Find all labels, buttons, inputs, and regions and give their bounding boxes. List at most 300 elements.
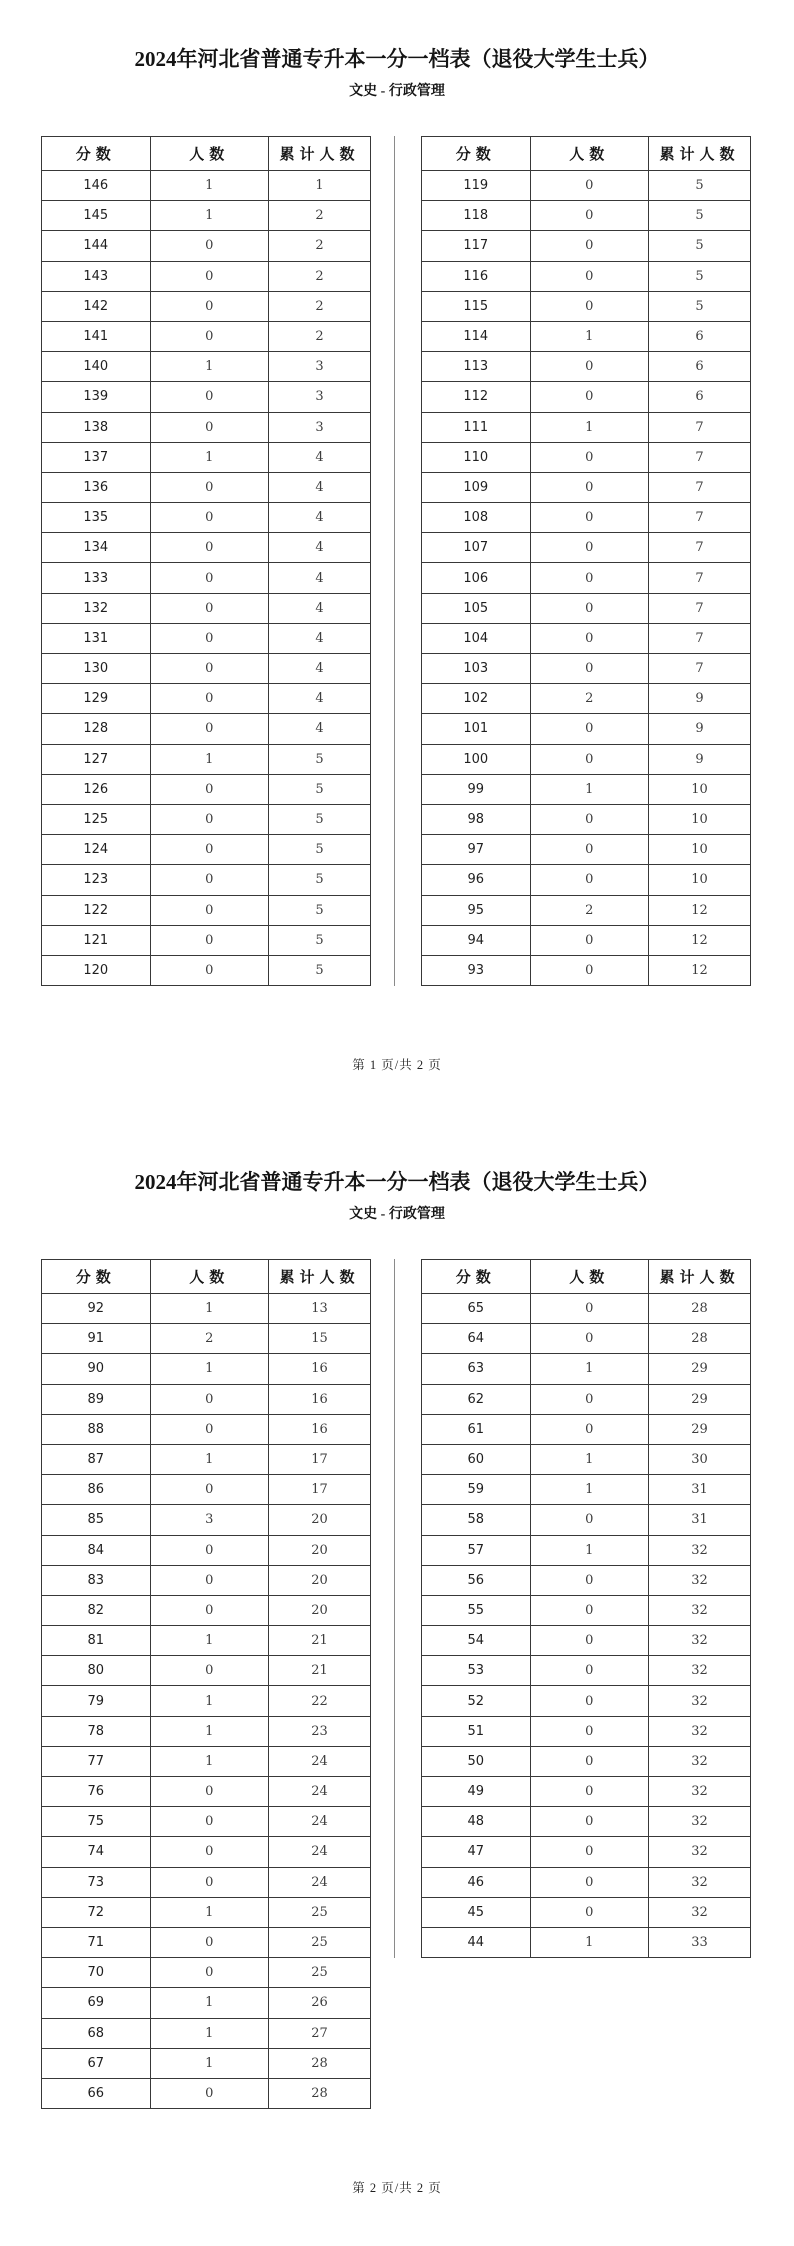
table-row xyxy=(42,2048,371,2078)
cumulative-cell: 3 xyxy=(269,382,371,412)
cumulative-cell: 17 xyxy=(269,1444,371,1474)
score-cell: 139 xyxy=(42,382,151,412)
score-cell: 146 xyxy=(42,171,151,201)
table-row xyxy=(42,654,371,684)
cumulative-cell: 7 xyxy=(649,654,751,684)
count-cell: 0 xyxy=(530,382,648,412)
table-row xyxy=(422,352,751,382)
cumulative-cell: 9 xyxy=(649,744,751,774)
score-cell: 114 xyxy=(422,321,531,351)
count-cell: 1 xyxy=(150,1444,268,1474)
cumulative-cell: 20 xyxy=(269,1535,371,1565)
score-cell: 80 xyxy=(42,1656,151,1686)
count-cell: 0 xyxy=(530,865,648,895)
count-cell: 0 xyxy=(530,1897,648,1927)
score-cell: 111 xyxy=(422,412,531,442)
table-row xyxy=(42,231,371,261)
count-cell: 0 xyxy=(150,412,268,442)
cumulative-cell: 24 xyxy=(269,1837,371,1867)
cumulative-cell: 16 xyxy=(269,1414,371,1444)
table-row xyxy=(422,472,751,502)
count-cell: 0 xyxy=(150,382,268,412)
table-row xyxy=(42,1777,371,1807)
table-row xyxy=(422,1837,751,1867)
score-cell: 125 xyxy=(42,804,151,834)
table-row xyxy=(42,593,371,623)
count-cell: 0 xyxy=(530,1505,648,1535)
score-cell: 103 xyxy=(422,654,531,684)
count-cell: 2 xyxy=(530,895,648,925)
cumulative-cell: 32 xyxy=(649,1807,751,1837)
score-cell: 62 xyxy=(422,1384,531,1414)
table-row xyxy=(422,865,751,895)
count-cell: 0 xyxy=(150,1535,268,1565)
count-cell: 1 xyxy=(150,2018,268,2048)
cumulative-cell: 29 xyxy=(649,1414,751,1444)
table-row xyxy=(422,774,751,804)
score-cell: 45 xyxy=(422,1897,531,1927)
table-row xyxy=(422,171,751,201)
score-cell: 57 xyxy=(422,1535,531,1565)
table-row xyxy=(422,1444,751,1474)
table-row xyxy=(42,503,371,533)
cumulative-column-header: 累计人数 xyxy=(649,137,751,171)
score-cell: 53 xyxy=(422,1656,531,1686)
table-row xyxy=(42,835,371,865)
table-row xyxy=(42,925,371,955)
cumulative-cell: 27 xyxy=(269,2018,371,2048)
count-cell: 0 xyxy=(530,925,648,955)
score-cell: 94 xyxy=(422,925,531,955)
score-cell: 59 xyxy=(422,1475,531,1505)
table-row xyxy=(42,1867,371,1897)
page-title: 2024年河北省普通专升本一分一档表（退役大学生士兵） xyxy=(134,1170,660,1194)
count-column-header: 人数 xyxy=(150,137,268,171)
count-cell: 0 xyxy=(530,804,648,834)
table-row xyxy=(422,1414,751,1444)
table-row xyxy=(422,1777,751,1807)
score-cell: 73 xyxy=(42,1867,151,1897)
table-row xyxy=(422,1897,751,1927)
score-cell: 106 xyxy=(422,563,531,593)
cumulative-cell: 4 xyxy=(269,593,371,623)
cumulative-cell: 4 xyxy=(269,503,371,533)
score-cell: 66 xyxy=(42,2078,151,2108)
page-title: 2024年河北省普通专升本一分一档表（退役大学生士兵） xyxy=(134,47,660,71)
score-cell: 52 xyxy=(422,1686,531,1716)
cumulative-cell: 5 xyxy=(649,291,751,321)
score-cell: 56 xyxy=(422,1565,531,1595)
score-cell: 50 xyxy=(422,1746,531,1776)
cumulative-cell: 16 xyxy=(269,1384,371,1414)
score-cell: 71 xyxy=(42,1927,151,1957)
count-cell: 0 xyxy=(530,1565,648,1595)
count-cell: 0 xyxy=(530,1294,648,1324)
score-cell: 105 xyxy=(422,593,531,623)
score-cell: 87 xyxy=(42,1444,151,1474)
score-cell: 54 xyxy=(422,1626,531,1656)
cumulative-cell: 6 xyxy=(649,321,751,351)
cumulative-cell: 28 xyxy=(269,2048,371,2078)
cumulative-cell: 28 xyxy=(269,2078,371,2108)
table-row xyxy=(42,1324,371,1354)
table-row xyxy=(422,804,751,834)
cumulative-cell: 25 xyxy=(269,1958,371,1988)
cumulative-cell: 32 xyxy=(649,1897,751,1927)
page-number: 第 1 页/共 2 页 xyxy=(352,1058,442,1072)
cumulative-cell: 5 xyxy=(649,201,751,231)
score-cell: 78 xyxy=(42,1716,151,1746)
cumulative-cell: 7 xyxy=(649,472,751,502)
cumulative-cell: 22 xyxy=(269,1686,371,1716)
count-cell: 0 xyxy=(530,442,648,472)
table-row xyxy=(42,442,371,472)
score-cell: 90 xyxy=(42,1354,151,1384)
score-cell: 104 xyxy=(422,623,531,653)
cumulative-cell: 2 xyxy=(269,201,371,231)
score-cell: 84 xyxy=(42,1535,151,1565)
cumulative-cell: 32 xyxy=(649,1686,751,1716)
table-row xyxy=(422,1354,751,1384)
header-row xyxy=(422,1260,751,1294)
count-cell: 0 xyxy=(530,1686,648,1716)
table-row xyxy=(42,1475,371,1505)
cumulative-cell: 3 xyxy=(269,412,371,442)
table-row xyxy=(42,1958,371,1988)
count-cell: 1 xyxy=(530,1535,648,1565)
score-cell: 95 xyxy=(422,895,531,925)
table-row xyxy=(42,321,371,351)
score-cell: 64 xyxy=(422,1324,531,1354)
table-row xyxy=(422,623,751,653)
score-cell: 102 xyxy=(422,684,531,714)
count-cell: 1 xyxy=(530,774,648,804)
count-cell: 1 xyxy=(150,1626,268,1656)
score-cell: 141 xyxy=(42,321,151,351)
table-row xyxy=(42,804,371,834)
score-column-header: 分数 xyxy=(42,137,151,171)
table-row xyxy=(422,593,751,623)
count-cell: 0 xyxy=(150,684,268,714)
cumulative-cell: 20 xyxy=(269,1595,371,1625)
table-row xyxy=(42,744,371,774)
score-cell: 142 xyxy=(42,291,151,321)
count-cell: 0 xyxy=(530,1837,648,1867)
page-subtitle: 文史 - 行政管理 xyxy=(349,1207,445,1222)
cumulative-cell: 4 xyxy=(269,533,371,563)
cumulative-cell: 28 xyxy=(649,1294,751,1324)
score-cell: 92 xyxy=(42,1294,151,1324)
cumulative-cell: 12 xyxy=(649,955,751,985)
table-row xyxy=(42,533,371,563)
score-cell: 48 xyxy=(422,1807,531,1837)
count-cell: 0 xyxy=(150,865,268,895)
table-row xyxy=(422,1626,751,1656)
table-row xyxy=(422,382,751,412)
score-cell: 112 xyxy=(422,382,531,412)
table-row xyxy=(422,533,751,563)
count-cell: 0 xyxy=(530,352,648,382)
cumulative-cell: 2 xyxy=(269,321,371,351)
count-cell: 0 xyxy=(530,291,648,321)
score-cell: 46 xyxy=(422,1867,531,1897)
score-cell: 74 xyxy=(42,1837,151,1867)
table-row xyxy=(42,1294,371,1324)
count-cell: 0 xyxy=(150,1414,268,1444)
cumulative-cell: 7 xyxy=(649,442,751,472)
cumulative-cell: 30 xyxy=(649,1444,751,1474)
table-row xyxy=(422,1535,751,1565)
cumulative-cell: 31 xyxy=(649,1475,751,1505)
count-cell: 1 xyxy=(530,1475,648,1505)
count-cell: 1 xyxy=(150,201,268,231)
count-cell: 0 xyxy=(150,1475,268,1505)
cumulative-cell: 32 xyxy=(649,1565,751,1595)
tables-row xyxy=(0,136,794,986)
score-cell: 144 xyxy=(42,231,151,261)
table-row xyxy=(42,201,371,231)
cumulative-cell: 5 xyxy=(269,955,371,985)
cumulative-cell: 4 xyxy=(269,654,371,684)
table-row xyxy=(422,563,751,593)
count-cell: 0 xyxy=(530,261,648,291)
count-cell: 0 xyxy=(530,563,648,593)
table-row xyxy=(42,1384,371,1414)
score-cell: 88 xyxy=(42,1414,151,1444)
score-cell: 68 xyxy=(42,2018,151,2048)
score-cell: 122 xyxy=(42,895,151,925)
count-cell: 0 xyxy=(150,925,268,955)
score-cell: 109 xyxy=(422,472,531,502)
score-cell: 76 xyxy=(42,1777,151,1807)
score-cell: 77 xyxy=(42,1746,151,1776)
count-cell: 0 xyxy=(530,1777,648,1807)
count-cell: 1 xyxy=(150,1354,268,1384)
cumulative-cell: 32 xyxy=(649,1746,751,1776)
score-cell: 63 xyxy=(422,1354,531,1384)
count-cell: 0 xyxy=(150,804,268,834)
count-cell: 0 xyxy=(530,714,648,744)
table-row xyxy=(42,563,371,593)
count-cell: 1 xyxy=(530,1354,648,1384)
count-cell: 0 xyxy=(530,955,648,985)
count-cell: 1 xyxy=(150,1686,268,1716)
table-row xyxy=(422,1384,751,1414)
cumulative-cell: 24 xyxy=(269,1807,371,1837)
table-row xyxy=(422,1505,751,1535)
cumulative-cell: 24 xyxy=(269,1746,371,1776)
score-cell: 133 xyxy=(42,563,151,593)
count-cell: 0 xyxy=(150,1837,268,1867)
table-row xyxy=(42,955,371,985)
cumulative-cell: 5 xyxy=(649,231,751,261)
count-cell: 1 xyxy=(530,321,648,351)
count-cell: 1 xyxy=(150,1716,268,1746)
count-cell: 0 xyxy=(530,1807,648,1837)
count-cell: 1 xyxy=(150,1746,268,1776)
cumulative-cell: 24 xyxy=(269,1777,371,1807)
score-cell: 137 xyxy=(42,442,151,472)
table-row xyxy=(42,1656,371,1686)
count-cell: 0 xyxy=(530,472,648,502)
cumulative-cell: 4 xyxy=(269,714,371,744)
score-table-right xyxy=(421,1259,751,1958)
table-row xyxy=(422,1746,751,1776)
count-cell: 1 xyxy=(150,2048,268,2078)
cumulative-cell: 7 xyxy=(649,503,751,533)
cumulative-cell: 20 xyxy=(269,1505,371,1535)
cumulative-cell: 1 xyxy=(269,171,371,201)
table-row xyxy=(422,503,751,533)
cumulative-cell: 26 xyxy=(269,1988,371,2018)
count-cell: 0 xyxy=(150,503,268,533)
cumulative-cell: 7 xyxy=(649,533,751,563)
count-cell: 0 xyxy=(530,654,648,684)
count-cell: 0 xyxy=(530,1595,648,1625)
score-cell: 145 xyxy=(42,201,151,231)
count-cell: 2 xyxy=(530,684,648,714)
table-row xyxy=(42,1535,371,1565)
count-cell: 0 xyxy=(530,201,648,231)
count-cell: 0 xyxy=(530,1414,648,1444)
table-row xyxy=(42,1626,371,1656)
count-cell: 0 xyxy=(150,1656,268,1686)
count-cell: 0 xyxy=(150,895,268,925)
table-row xyxy=(42,623,371,653)
score-cell: 119 xyxy=(422,171,531,201)
score-cell: 108 xyxy=(422,503,531,533)
table-row xyxy=(42,1988,371,2018)
cumulative-cell: 6 xyxy=(649,352,751,382)
cumulative-cell: 5 xyxy=(269,804,371,834)
score-cell: 134 xyxy=(42,533,151,563)
table-row xyxy=(42,1444,371,1474)
count-cell: 0 xyxy=(150,1927,268,1957)
score-cell: 121 xyxy=(42,925,151,955)
cumulative-cell: 31 xyxy=(649,1505,751,1535)
table-row xyxy=(42,1927,371,1957)
score-cell: 117 xyxy=(422,231,531,261)
table-row xyxy=(422,714,751,744)
score-cell: 75 xyxy=(42,1807,151,1837)
score-cell: 113 xyxy=(422,352,531,382)
table-row xyxy=(42,1807,371,1837)
table-row xyxy=(42,1505,371,1535)
score-cell: 107 xyxy=(422,533,531,563)
cumulative-column-header: 累计人数 xyxy=(269,137,371,171)
count-cell: 0 xyxy=(530,1746,648,1776)
score-cell: 135 xyxy=(42,503,151,533)
table-row xyxy=(422,412,751,442)
table-row xyxy=(42,684,371,714)
score-table-left xyxy=(41,136,371,986)
score-column-header: 分数 xyxy=(422,1260,531,1294)
cumulative-cell: 13 xyxy=(269,1294,371,1324)
score-cell: 132 xyxy=(42,593,151,623)
count-cell: 0 xyxy=(150,623,268,653)
count-cell: 0 xyxy=(150,654,268,684)
score-cell: 126 xyxy=(42,774,151,804)
count-cell: 0 xyxy=(150,261,268,291)
cumulative-cell: 10 xyxy=(649,804,751,834)
cumulative-column-header: 累计人数 xyxy=(649,1260,751,1294)
table-row xyxy=(42,2018,371,2048)
score-cell: 51 xyxy=(422,1716,531,1746)
table-row xyxy=(422,835,751,865)
table-divider xyxy=(394,1259,395,1958)
table-row xyxy=(42,291,371,321)
score-table-left xyxy=(41,1259,371,2109)
score-cell: 55 xyxy=(422,1595,531,1625)
cumulative-cell: 33 xyxy=(649,1927,751,1957)
score-cell: 47 xyxy=(422,1837,531,1867)
table-row xyxy=(422,321,751,351)
count-cell: 0 xyxy=(150,774,268,804)
count-cell: 0 xyxy=(530,503,648,533)
cumulative-cell: 5 xyxy=(649,261,751,291)
table-row xyxy=(42,472,371,502)
score-cell: 98 xyxy=(422,804,531,834)
count-cell: 1 xyxy=(530,1927,648,1957)
cumulative-cell: 25 xyxy=(269,1927,371,1957)
table-row xyxy=(422,684,751,714)
table-row xyxy=(42,1686,371,1716)
cumulative-cell: 23 xyxy=(269,1716,371,1746)
table-row xyxy=(42,1354,371,1384)
count-cell: 0 xyxy=(150,231,268,261)
table-row xyxy=(42,714,371,744)
count-cell: 0 xyxy=(530,1324,648,1354)
score-cell: 110 xyxy=(422,442,531,472)
table-row xyxy=(422,955,751,985)
cumulative-cell: 4 xyxy=(269,442,371,472)
cumulative-cell: 5 xyxy=(649,171,751,201)
table-row xyxy=(42,1746,371,1776)
count-cell: 0 xyxy=(150,955,268,985)
cumulative-cell: 32 xyxy=(649,1595,751,1625)
count-cell: 0 xyxy=(530,623,648,653)
count-cell: 1 xyxy=(530,412,648,442)
cumulative-cell: 29 xyxy=(649,1354,751,1384)
count-cell: 1 xyxy=(150,352,268,382)
table-row xyxy=(42,1897,371,1927)
table-row xyxy=(422,291,751,321)
cumulative-cell: 32 xyxy=(649,1837,751,1867)
cumulative-cell: 10 xyxy=(649,865,751,895)
count-cell: 1 xyxy=(150,171,268,201)
score-cell: 143 xyxy=(42,261,151,291)
count-cell: 0 xyxy=(150,1777,268,1807)
score-column-header: 分数 xyxy=(422,137,531,171)
table-row xyxy=(42,1716,371,1746)
score-cell: 116 xyxy=(422,261,531,291)
cumulative-cell: 10 xyxy=(649,774,751,804)
count-cell: 0 xyxy=(150,1565,268,1595)
score-cell: 93 xyxy=(422,955,531,985)
table-row xyxy=(42,382,371,412)
score-cell: 99 xyxy=(422,774,531,804)
score-cell: 127 xyxy=(42,744,151,774)
score-cell: 61 xyxy=(422,1414,531,1444)
cumulative-cell: 21 xyxy=(269,1626,371,1656)
count-cell: 1 xyxy=(150,1294,268,1324)
score-cell: 115 xyxy=(422,291,531,321)
score-cell: 123 xyxy=(42,865,151,895)
count-cell: 1 xyxy=(150,1988,268,2018)
table-row xyxy=(422,744,751,774)
cumulative-cell: 9 xyxy=(649,684,751,714)
count-cell: 0 xyxy=(530,1626,648,1656)
